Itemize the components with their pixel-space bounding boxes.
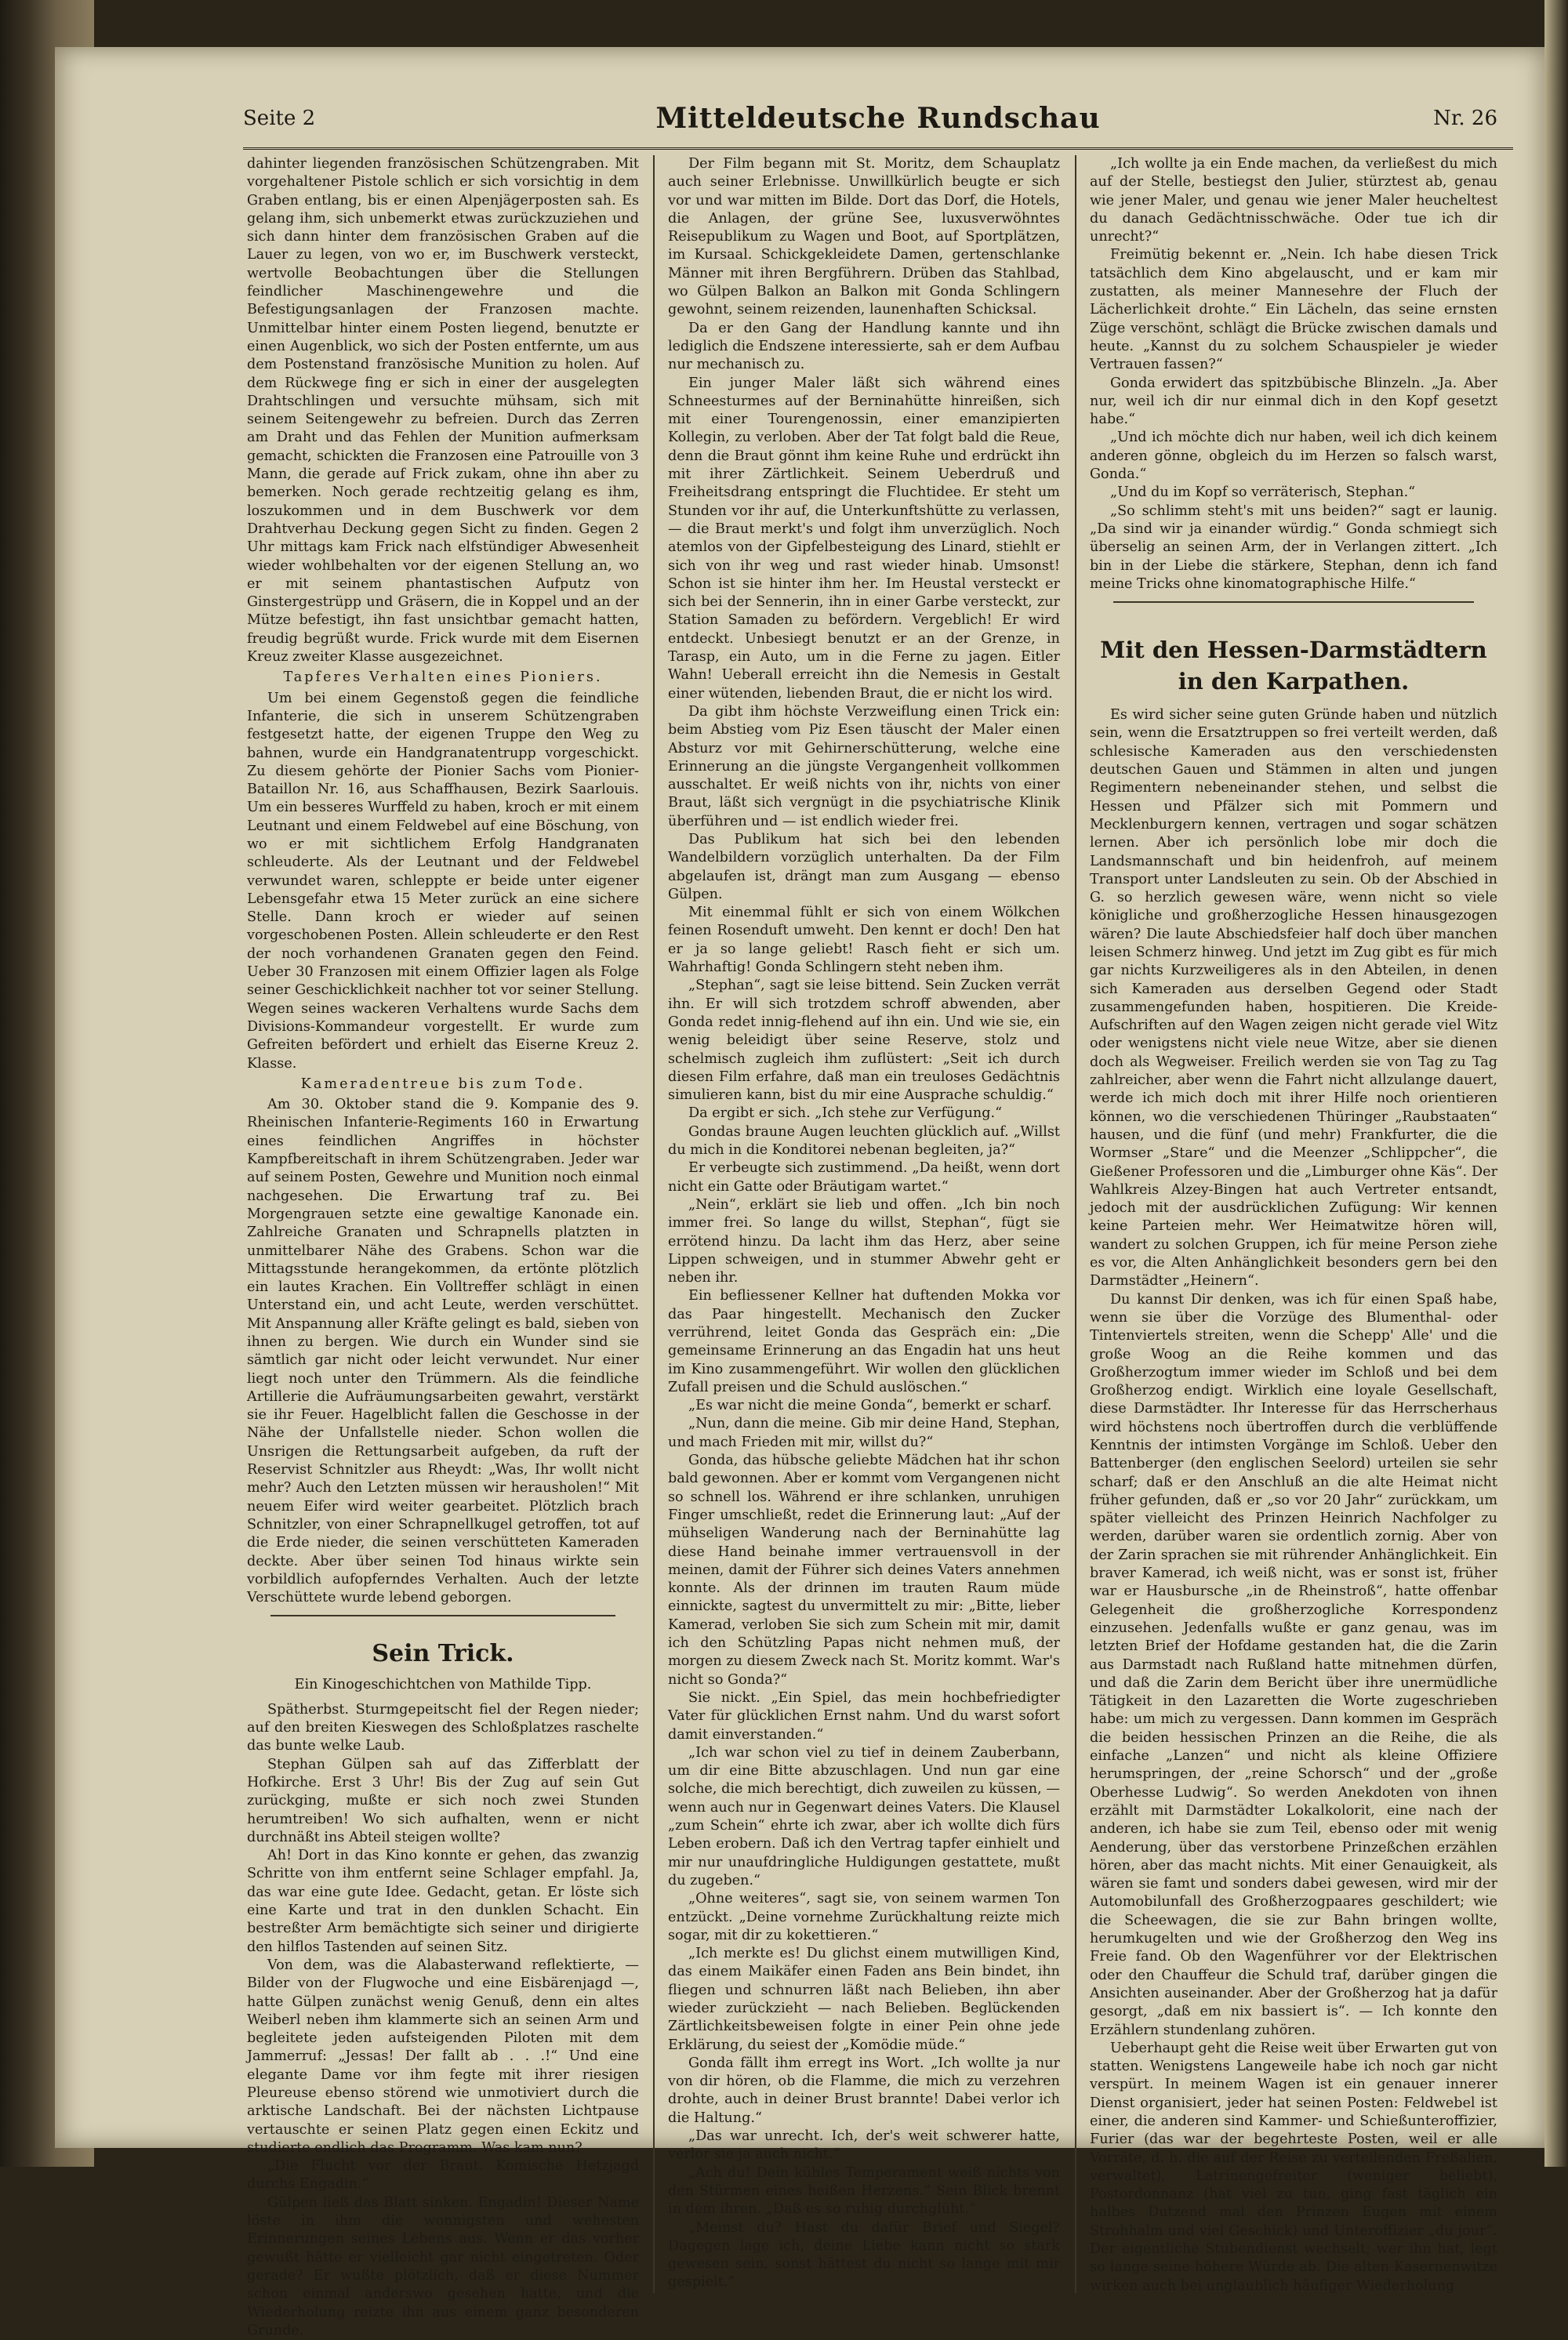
story-paragraph: Gondas braune Augen leuchten glücklich auf. „Willst du mich in die Konditorei nebenan begleiten, ja?“	[668, 1123, 1060, 1159]
story-paragraph: „Die Flucht vor der Braut. Komische Hetzjagd durchs Engadin.“	[247, 2158, 639, 2193]
story-paragraph: „Ich war schon viel zu tief in deinem Zauberbann, um dir eine Bitte abzuschlagen. Und nun gar eine solche, die mich berechtigt, dich zuweilen zu küssen, — wenn auch nur in Gegenwart deines Vaters. Die Klausel „zum Schein“ ehrte ich zwar, aber ich wollte dich fürs Leben erobern. Daß ich den Vertrag tapfer einhielt und mir nur unaufdringliche Huldigungen gestattete, mußt du zugeben.“	[668, 1744, 1060, 1888]
section-subheading: Tapferes Verhalten eines Pioniers.	[283, 669, 603, 686]
article-paragraph: dahinter liegenden französischen Schützengraben. Mit vorgehaltener Pistole schlich er sich vorsichtig in dem Graben entlang, bis er einen Alpenjägerposten sah. Es gelang ihm, sich unbemerkt etwas zurückzuziehen und sich dann hinter dem französischen Graben auf die Lauer zu legen, von wo er, im Buschwerk versteckt, wertvolle Beobachtungen über die Stellungen feindlicher Maschinengewehre und die Befestigungsanlagen der Franzosen machte. Unmittelbar hinter einem Posten liegend, benutzte er einen Augenblick, wo sich der Posten entfernte, um aus dem Postenstand französische Munition zu holen. Auf dem Rückwege fing er sich in einer der ausgelegten Drahtschlingen und versuchte mühsam, sich mit seinem Seitengewehr zu befreien. Durch das Zerren am Draht und das Fehlen der Munition aufmerksam gemacht, schickten die Franzosen eine Patrouille von 3 Mann, die gerade auf Frick zukam, ohne ihn aber zu bemerken. Noch gerade rechtzeitig gelang es ihm, loszukommen und in dem Buschwerk vor dem Drahtverhau Deckung gegen Sicht zu finden. Gegen 2 Uhr mittags kam Frick nach elfstündiger Abwesenheit wieder wohlbehalten vor der eigenen Stellung an, wo er mit seinem phantastischen Aufputz von Ginstergestrüpp und Gräsern, die in Koppel und an der Mütze befestigt, ihn fast unsichtbar gemacht hatten, freudig begrüßt wurde. Frick wurde mit dem Eisernen Kreuz zweiter Klasse ausgezeichnet.	[247, 156, 639, 666]
story-paragraph: Gülpen ließ das Blatt sinken. Engadin! Dieser Name löste in ihm die wonnigsten und wehesten Erinnerungen seines Lebens aus. Wenn er das vorher gewußt hätte er vielleicht gar nicht eingetreten. Oder gerade? Er wußte plötzlich, daß er diese Nummer schon einmal anderswo gesehen hatte, und die Wiederholung reizte ihn aus einem ganz besonderen Grunde.	[247, 2194, 639, 2338]
story-paragraph: Der Film begann mit St. Moritz, dem Schauplatz auch seiner Erlebnisse. Unwillkürlich beugte er sich vor und war mitten im Bilde. Dort das Dorf, die Hotels, die Anlagen, der grüne See, luxusverwöhntes Reisepublikum zu Wagen und Boot, auf Sportplätzen, im Kursaal. Schickgekleidete Damen, gertenschlanke Männer mit ihren Bergführern. Drüben das Stahlbad, wo Gülpen Balkon an Balkon mit Gonda Schlingern gewohnt, seinem reizenden, launenhaften Schicksal.	[668, 156, 1060, 318]
column-divider-2	[1075, 155, 1076, 2293]
story-paragraph: Gonda, das hübsche geliebte Mädchen hat ihr schon bald gewonnen. Aber er kommt vom Vergangenen nicht so schnell los. Während er ihre schlanken, unruhigen Finger umschließt, redet die Erinnerung laut: „Auf der mühseligen Wanderung nach der Berninahütte lag diese Hand beinahe immer vertrauensvoll in der meinen, damit der Führer sich deines Vaters annehmen konnte. Als der drinnen im trauten Raum müde einnickte, sagtest du unvermittelt zu mir: „Bitte, lieber Kamerad, verloben Sie sich zum Schein mit mir, damit ich den Schützling Papas nicht nehmen muß, der morgen zu diesem Zweck nach St. Moritz kommt. War's nicht so Gonda?“	[668, 1453, 1060, 1688]
story-paragraph: Er verbeugte sich zustimmend. „Da heißt, wenn dort nicht ein Gatte oder Bräutigam wartet.“	[668, 1160, 1060, 1195]
story-paragraph: Ah! Dort in das Kino konnte er gehen, das zwanzig Schritte von ihm entfernt seine Schlager empfahl. Ja, das war eine gute Idee. Gedacht, getan. Er löste sich eine Karte und trat in den dunklen Schacht. Ein bestreßter Arm bemächtigte sich seiner und dirigierte den hilflos Tastenden auf seinen Sitz.	[247, 1848, 639, 1955]
masthead-title: Mitteldeutsche Rundschau	[655, 102, 1101, 135]
story-paragraph: Ein befliessener Kellner hat duftenden Mokka vor das Paar hingestellt. Mechanisch den Zucker verrührend, leitet Gonda das Gespräch ein: „Die gemeinsame Erinnerung an das Engadin hat uns heut im Kino zusammengeführt. Wir wollen den glücklichen Zufall preisen und die Schuld auslöschen.“	[668, 1288, 1060, 1395]
story-paragraph: Da gibt ihm höchste Verzweiflung einen Trick ein: beim Abstieg vom Piz Esen täuscht der Maler einen Absturz vor mit Gehirnerschütterung, welche eine Erinnerung an die jüngste Vergangenheit vollkommen ausschaltet. Er weiß nichts von ihr, nichts von einer Braut, läßt sich vergnügt in die psychiatrische Klinik überführen und — ist endlich wieder frei.	[668, 703, 1060, 829]
story-paragraph: „Stephan“, sagt sie leise bittend. Sein Zucken verrät ihn. Er will sich trotzdem schroff abwenden, aber Gonda redet innig-flehend auf ihn ein. Und wie sie, ein wenig beleidigt über seine Reserve, stolz und schelmisch zugleich ihm zuflüstert: „Seit ich durch diesen Film erfahre, daß man ein treuloses Gedächtnis simulieren kann, bist du mir eine Ausprache schuldig.“	[668, 978, 1060, 1104]
story-paragraph: „Nun, dann die meine. Gib mir deine Hand, Stephan, und mach Frieden mit mir, willst du?“	[668, 1416, 1060, 1450]
story-byline: Ein Kinogeschichtchen von Mathilde Tipp.	[294, 1677, 592, 1693]
story-paragraph: Mit einemmal fühlt er sich von einem Wölkchen feinen Rosenduft umweht. Den kennt er doch! Den hat er ja so lange geliebt! Rasch fieht er sich um. Wahrhaftig! Gonda Schlingern steht neben ihm.	[668, 905, 1060, 976]
article-separator	[270, 1615, 615, 1616]
story-paragraph: Das Publikum hat sich bei den lebenden Wandelbildern vorzüglich unterhalten. Da der Film abgelaufen ist, drängt man zum Ausgang — ebenso Gülpen.	[668, 831, 1060, 902]
story-paragraph: „Ich merkte es! Du glichst einem mutwilligen Kind, das einem Maikäfer einen Faden ans Bein bindet, ihn fliegen und schnurren läßt nach Belieben, ihn aber wieder zurückzieht — nach Belieben. Beglückenden Zärtlichkeitsbeweisen folgte in einer Pein ohne jede Erklärung, du seiest der „Komödie müde.“	[668, 1946, 1060, 2053]
article-paragraph: Um bei einem Gegenstoß gegen die feindliche Infanterie, die sich in unserem Schützengraben festgesetzt hatte, der eigenen Truppe den Weg zu bahnen, wurde ein Handgranatentrupp vorgeschickt. Zu diesem gehörte der Pionier Sachs vom Pionier-Bataillon Nr. 16, aus Schaffhausen, Bezirk Saarlouis. Um ein besseres Wurffeld zu haben, kroch er mit einem Leutnant und einem Feldwebel auf eine Böschung, von wo er mit sichtlichem Erfolg Handgranaten schleuderte. Als der Leutnant und der Feldwebel verwundet waren, schleppte er beide unter eigener Lebensgefahr etwa 15 Meter zurück an eine sichere Stelle. Dann kroch er wieder auf seinen vorgeschobenen Posten. Allein schleuderte er den Rest der noch vorhandenen Granaten gegen den Feind. Ueber 30 Franzosen mit einem Offizier lagen als Folge seiner Geschicklichkeit nachher tot vor seiner Stellung. Wegen seines wackeren Verhaltens wurde Sachs dem Divisions-Kommandeur vorgestellt. Er wurde zum Gefreiten befördert und erhielt das Eiserne Kreuz 2. Klasse.	[247, 690, 639, 1072]
column-3	[1090, 155, 1497, 2309]
story-paragraph: „Meinst du? Hast du dafür Brief und Siegel? Dagegen lage ich, deine Liebe kann nicht so stark gewesen sein, sonst hättest du nicht so lange mit mir gespielt.“	[668, 2219, 1060, 2291]
article-paragraph: Ueberhaupt geht die Reise weit über Erwarten gut von statten. Wenigstens Langeweile habe ich noch gar nicht verspürt. In meinem Wagen ist ein genauer innerer Dienst organisiert, jeder hat seinen Posten: Feldwebel ist einer, die anderen sind Kammer- und Schießunteroffizier, Furier (das war der begehrteste Posten, weil er alle Vorräte, d. h. die auf der Reise zu verteilenden Freßalien, verwaltet), Latrinengefreiter (weniger beliebt), Postordonnanz (hat viel zu tun, ging fast täglich ein halbes Dutzend mal den Prinzen Eugen mit einem Strohhalm und viel Geschick) und Unteroffizier „du jour“. Der eigentliche Stubendienst wechselt; wer ihn hat, legt so lange seine höhere Würde ab. Die alten Kasernenwitze wirken auch bei unglaublich häufiger Wiederholung	[1090, 2040, 1497, 2294]
column-1	[247, 155, 639, 2338]
column-2	[668, 155, 1060, 2309]
article-separator	[1113, 601, 1474, 603]
article-paragraph: Du kannst Dir denken, was ich für einen Spaß habe, wenn sie über die Vorzüge des Blumenthal- oder Tintenviertels streiten, wenn die Schepp' Alle' und die große Woog an die Reihe kommen und das Großherzogtum immer wieder im Schloß und bei dem Großherzog endigt. Wirklich eine loyale Gesellschaft, diese Darmstädter. Ihr Interesse für das Herrscherhaus wird höchstens noch übertroffen durch die verblüffende Kenntnis der intimsten Vorgänge im Schloß. Ueber den Battenberger (den englischen Seelord) urteilen sie sehr scharf; daß er den Anschluß an die alte Heimat nicht früher gefunden, daß er „so vor 20 Jahr“ zurückkam, um später vielleicht des Prinzen Heinrich Nachfolger zu werden, darüber waren sie ordentlich zornig. Aber von der Zarin sprachen sie mit rührender Anhänglichkeit. Ein braver Kamerad, ich weiß nicht, was er sonst ist, früher war er Hausbursche „in de Rheinstroß“, hatte offenbar Gelegenheit die großherzogliche Korrespondenz einzusehen. Jedenfalls wußte er ganz genau, was im letzten Brief der Hofdame gestanden hat, die die Zarin aus Darmstadt nach Rußland hatte mitnehmen dürfen, und daß die Zarin dem Bericht über ihre unermüdliche Tätigkeit in den Lazaretten die Worte zugeschrieben habe: um mich zu vergessen. Dann kommen im Gespräch die beiden hessischen Prinzen an die Reihe, die als einfache „Lanzen“ und nicht als kleine Offiziere herumspringen, der „reine Schorsch“ und der „große Oberhesse Ludwig“. So werden Anekdoten von ihnen erzählt mit Darmstädter Lokalkolorit, eine nach der anderen, ich habe sie zum Teil, ebenso oder mit wenig Aenderung, über das verstorbene Prinzeßchen erzählen hören, aber das macht nichts. Mit einer Genauigkeit, als wären sie famt und sonders dabei gewesen, wird mir der Automobilunfall des Großherzogpaares geschildert; wie die Scheewagen, die sie zur Bahn bringen wollte, herumkugelten und wie der Großherzog den Weg ins Freie fand. Ob den Wagenführer vor der Elektrischen oder den Chauffeur die Schuld traf, darüber gingen die Ansichten auseinander. Aber der Großherzog hat ja dafür gesorgt, „daß em nix bassiert is“. — Ich konnte den Erzählern stundenlang zuhören.	[1090, 1291, 1497, 2038]
story-paragraph: Stephan Gülpen sah auf das Zifferblatt der Hofkirche. Erst 3 Uhr! Bis der Zug auf sein Gut zurückging, mußte er sich noch zwei Stunden herumtreiben! Wo sich aufhalten, wenn er nicht durchnäßt ins Abteil steigen wollte?	[247, 1756, 639, 1845]
article-paragraph: Am 30. Oktober stand die 9. Kompanie des 9. Rheinischen Infanterie-Regiments 160 in Erwartung eines feindlichen Angriffes in höchster Kampfbereitschaft in ihrem Schützengraben. Jeder war auf seinem Posten, Gewehre und Munition noch einmal nachgesehen. Die Erwartung traf zu. Bei Morgengrauen setzte eine gewaltige Kanonade ein. Zahlreiche Granaten und Schrapnells platzten in unmittelbarer Nähe des Grabens. Schon war die Mittagsstunde herangekommen, da ertönte plötzlich ein lautes Krachen. Ein Volltreffer schlägt in einen Unterstand ein, und acht Leute, werden verschüttet. Mit Anspannung aller Kräfte gelingt es bald, sieben von ihnen zu bergen. Wie durch ein Wunder sind sie sämtlich gar nicht oder leicht verwundet. Nur einer liegt noch unter den Trümmern. Als die feindliche Artillerie die Aufräumungsarbeiten gewahrt, verstärkt sie ihr Feuer. Hagelblicht fallen die Geschosse in der Nähe der Unfallstelle nieder. Schon wollen die Unsrigen die Rettungsarbeit aufgeben, da ruft der Reservist Schnitzler aus Rheydt: „Was, Ihr wollt nicht mehr? Auch den Letzten müssen wir herausholen!“ Mit neuem Eifer wird weiter gearbeitet. Plötzlich brach Schnitzler, von einer Schrapnellkugel getroffen, tot auf die Erde nieder, die seinen verschütteten Kameraden deckte. Aber über seinen Tod hinaus wirkte sein vorbildlich aufopferndes Verhalten. Auch der letzte Verschüttete wurde lebend geborgen.	[247, 1097, 639, 1606]
article-title: Mit den Hessen-Darmstädtern in den Karpathen.	[1100, 637, 1487, 695]
story-paragraph: „Das war unrecht. Ich, der's weit schwerer hatte, verlor sie ja auch nicht.“	[668, 2128, 1060, 2163]
article-paragraph: Es wird sicher seine guten Gründe haben und nützlich sein, wenn die Ersatztruppen so frei verteilt werden, daß schlesische Kameraden aus den verschiedensten deutschen Gauen und Stämmen in alten und jungen Regimentern nebeneinander stehen, und selbst die Hessen und Pfälzer sich mit Pommern und Mecklenburgern kennen, vertragen und sogar schätzen lernen. Aber ich persönlich lobe mir doch die Landsmannschaft und bin heidenfroh, auf meinem Transport unter Landsleuten zu sein. Ob der Abschied in G. so herzlich gewesen wäre, wenn nicht so viele königliche und großherzogliche Hessen hinausgezogen wären? Die laute Abschiedsfeier half doch über manchen leisen Schmerz hinweg. Und jetzt im Zug gibt es für mich gar nichts Kurzweiligeres als in den Abteilen, in denen sich Kameraden aus derselben Gegend oder Stadt zusammengefunden haben, hospitieren. Die Kreide-Aufschriften auf den Wagen zeigen nicht gerade viel Witz oder wenigstens nicht viele neue Witze, aber sie dienen doch als Wegweiser. Freilich werden sie von Tag zu Tag zahlreicher, aber wenn die Fahrt nicht allzulange dauert, werde ich mich doch mit ihrer Hilfe noch orientieren können, wo die verschiedenen Thüringer „Raubstaaten“ hausen, und die fünf (und mehr) Frankfurter, die die Wormser „Stare“ und die Meenzer „Schlippcher“, die Gießener Professoren und die „Limburger ohne Käs“. Der Wahlkreis Alzey-Bingen hat auch Vertreter entsandt, jedoch mit der ausdrücklichen Zufügung: Wir kennen keine Parteien mehr. Wer Heimatwitze hören will, wandert zu solchen Gruppen, ich für meine Person ziehe es vor, die Alten Anhänglichkeit besonders gern bei den Darmstädter „Heinern“.	[1090, 707, 1497, 1290]
story-paragraph: „Es war nicht die meine Gonda“, bemerkt er scharf.	[688, 1398, 1052, 1414]
story-paragraph: Sie nickt. „Ein Spiel, das mein hochbefriedigter Vater für glücklichen Ernst nahm. Und du warst sofort damit einverstanden.“	[668, 1689, 1060, 1743]
story-paragraph: „Ich wollte ja ein Ende machen, da verließest du mich auf der Stelle, bestiegst den Julier, stürztest ab, genau wie jener Maler, und genau wie jener Maler heucheltest du danach Gedächtnisschwäche. Oder tue ich dir unrecht?“	[1090, 156, 1497, 245]
story-title: Sein Trick.	[372, 1640, 514, 1668]
story-paragraph: Freimütig bekennt er. „Nein. Ich habe diesen Trick tatsächlich dem Kino abgelauscht, und er kam mir zustatten, als meiner Mannesehre der Fluch der Lächerlichkeit drohte.“ Ein Lächeln, das seine ernsten Züge verschönt, schlägt die Brücke zwischen damals und heute. „Kannst du zu solchem Schauspieler je wieder Vertrauen fassen?“	[1090, 247, 1497, 373]
story-paragraph: „Ach du! Dein kühles Temperament weiß nichts von den Stürmen eines heißen Herzens.“ Sein Blick brennt in dem ihren. „Daß es so ruhig durchglüht.“	[668, 2164, 1060, 2218]
column-divider-1	[653, 155, 655, 2293]
story-paragraph: Gonda fällt ihm erregt ins Wort. „Ich wollte ja nur von dir hören, ob die Flamme, die mich zu verzehren drohte, auch in deiner Brust brannte! Dabei verlor ich die Haltung.“	[668, 2055, 1060, 2126]
page-right-edge	[1544, 0, 1568, 2167]
story-paragraph: Da er den Gang der Handlung kannte und ihn lediglich die Endszene interessierte, sah er dem Aufbau nur mechanisch zu.	[668, 320, 1060, 373]
story-paragraph: Ein junger Maler läßt sich während eines Schneesturmes auf der Berninahütte hinreißen, sich mit einer Tourengenossin, einer emanzipierten Kollegin, zu verloben. Aber der Tat folgt bald die Reue, denn die Braut gönnt ihm keine Ruhe und erdrückt ihn mit ihrer Zärtlichkeit. Seinem Ueberdruß und Freiheitsdrang entspringt die Fluchtidee. Er steht um Stunden vor ihr auf, die Unterkunftshütte zu verlassen, — die Braut merkt's und folgt ihm unverzüglich. Noch atemlos von der Gipfelbesteigung des Linard, stiehlt er sich von ihr weg und rast wieder hinab. Umsonst! Schon ist sie hinter ihm her. Im Heustal versteckt er sich bei der Sennerin, ihn in einer Garbe versteckt, zur Station Samaden zu befördern. Vergeblich! Er wird entdeckt. Unbesiegt benutzt er an der Grenze, in Tarasp, ein Auto, um in die Ferne zu jagen. Eitler Wahn! Ueberall erreicht ihn die Nemesis in Gestalt einer wütenden, liebenden Braut, die er nicht los wird.	[668, 375, 1060, 702]
story-paragraph: Spätherbst. Sturmgepeitscht fiel der Regen nieder; auf den breiten Kieswegen des Schloßplatzes raschelte das bunte welke Laub.	[247, 1701, 639, 1754]
issue-number: Nr. 26	[1433, 107, 1497, 130]
story-paragraph: Da ergibt er sich. „Ich stehe zur Verfügung.“	[688, 1105, 1003, 1122]
story-paragraph: „Und ich möchte dich nur haben, weil ich dich keinem anderen gönne, obgleich du im Herzen so falsch warst, Gonda.“	[1090, 430, 1497, 483]
page-header	[243, 100, 1513, 150]
section-subheading: Kameradentreue bis zum Tode.	[300, 1076, 586, 1092]
story-paragraph: „Ohne weiteres“, sagt sie, von seinem warmen Ton entzückt. „Deine vornehme Zurückhaltung reizte mich sogar, mit dir zu kokettieren.“	[668, 1891, 1060, 1943]
story-paragraph: Von dem, was die Alabasterwand reflektierte, — Bilder von der Flugwoche und eine Eisbärenjagd —, hatte Gülpen zunächst wenig Genuß, denn ein altes Weiberl neben ihm klammerte sich an seinen Arm und begleitete jeden aufsteigenden Piloten mit dem Jammerruf: „Jessas! Der fallt ab . . .!“ Und eine elegante Dame vor ihm fegte mit ihrer riesigen Pleureuse ebenso störend wie unmotiviert durch die arktische Landschaft. Bei der nächsten Lichtpause vertauschte er seinen Platz gegen einen Eckitz und studierte endlich das Programm. Was kam nun?	[247, 1957, 639, 2156]
story-paragraph: „Nein“, erklärt sie lieb und offen. „Ich bin noch immer frei. So lange du willst, Stephan“, fügt sie errötend hinzu. Da lacht ihm das Herz, aber seine Lippen schweigen, und in stummer Abwehr geht er neben ihr.	[668, 1196, 1060, 1286]
page-label: Seite 2	[243, 107, 316, 130]
story-paragraph: „Und du im Kopf so verräterisch, Stephan.“	[1110, 484, 1416, 501]
story-paragraph: „So schlimm steht's mit uns beiden?“ sagt er launig. „Da sind wir ja einander würdig.“ Gonda schmiegt sich überselig an seinen Arm, der in Verlangen zittert. „Ich bin in der Liebe die stärkere, Stephan, denn ich fand meine Tricks ohne kinomatographische Hilfe.“	[1090, 502, 1497, 592]
story-paragraph: Gonda erwidert das spitzbübische Blinzeln. „Ja. Aber nur, weil ich dir nur einmal dich in den Kopf gesetzt habe.“	[1090, 375, 1497, 428]
